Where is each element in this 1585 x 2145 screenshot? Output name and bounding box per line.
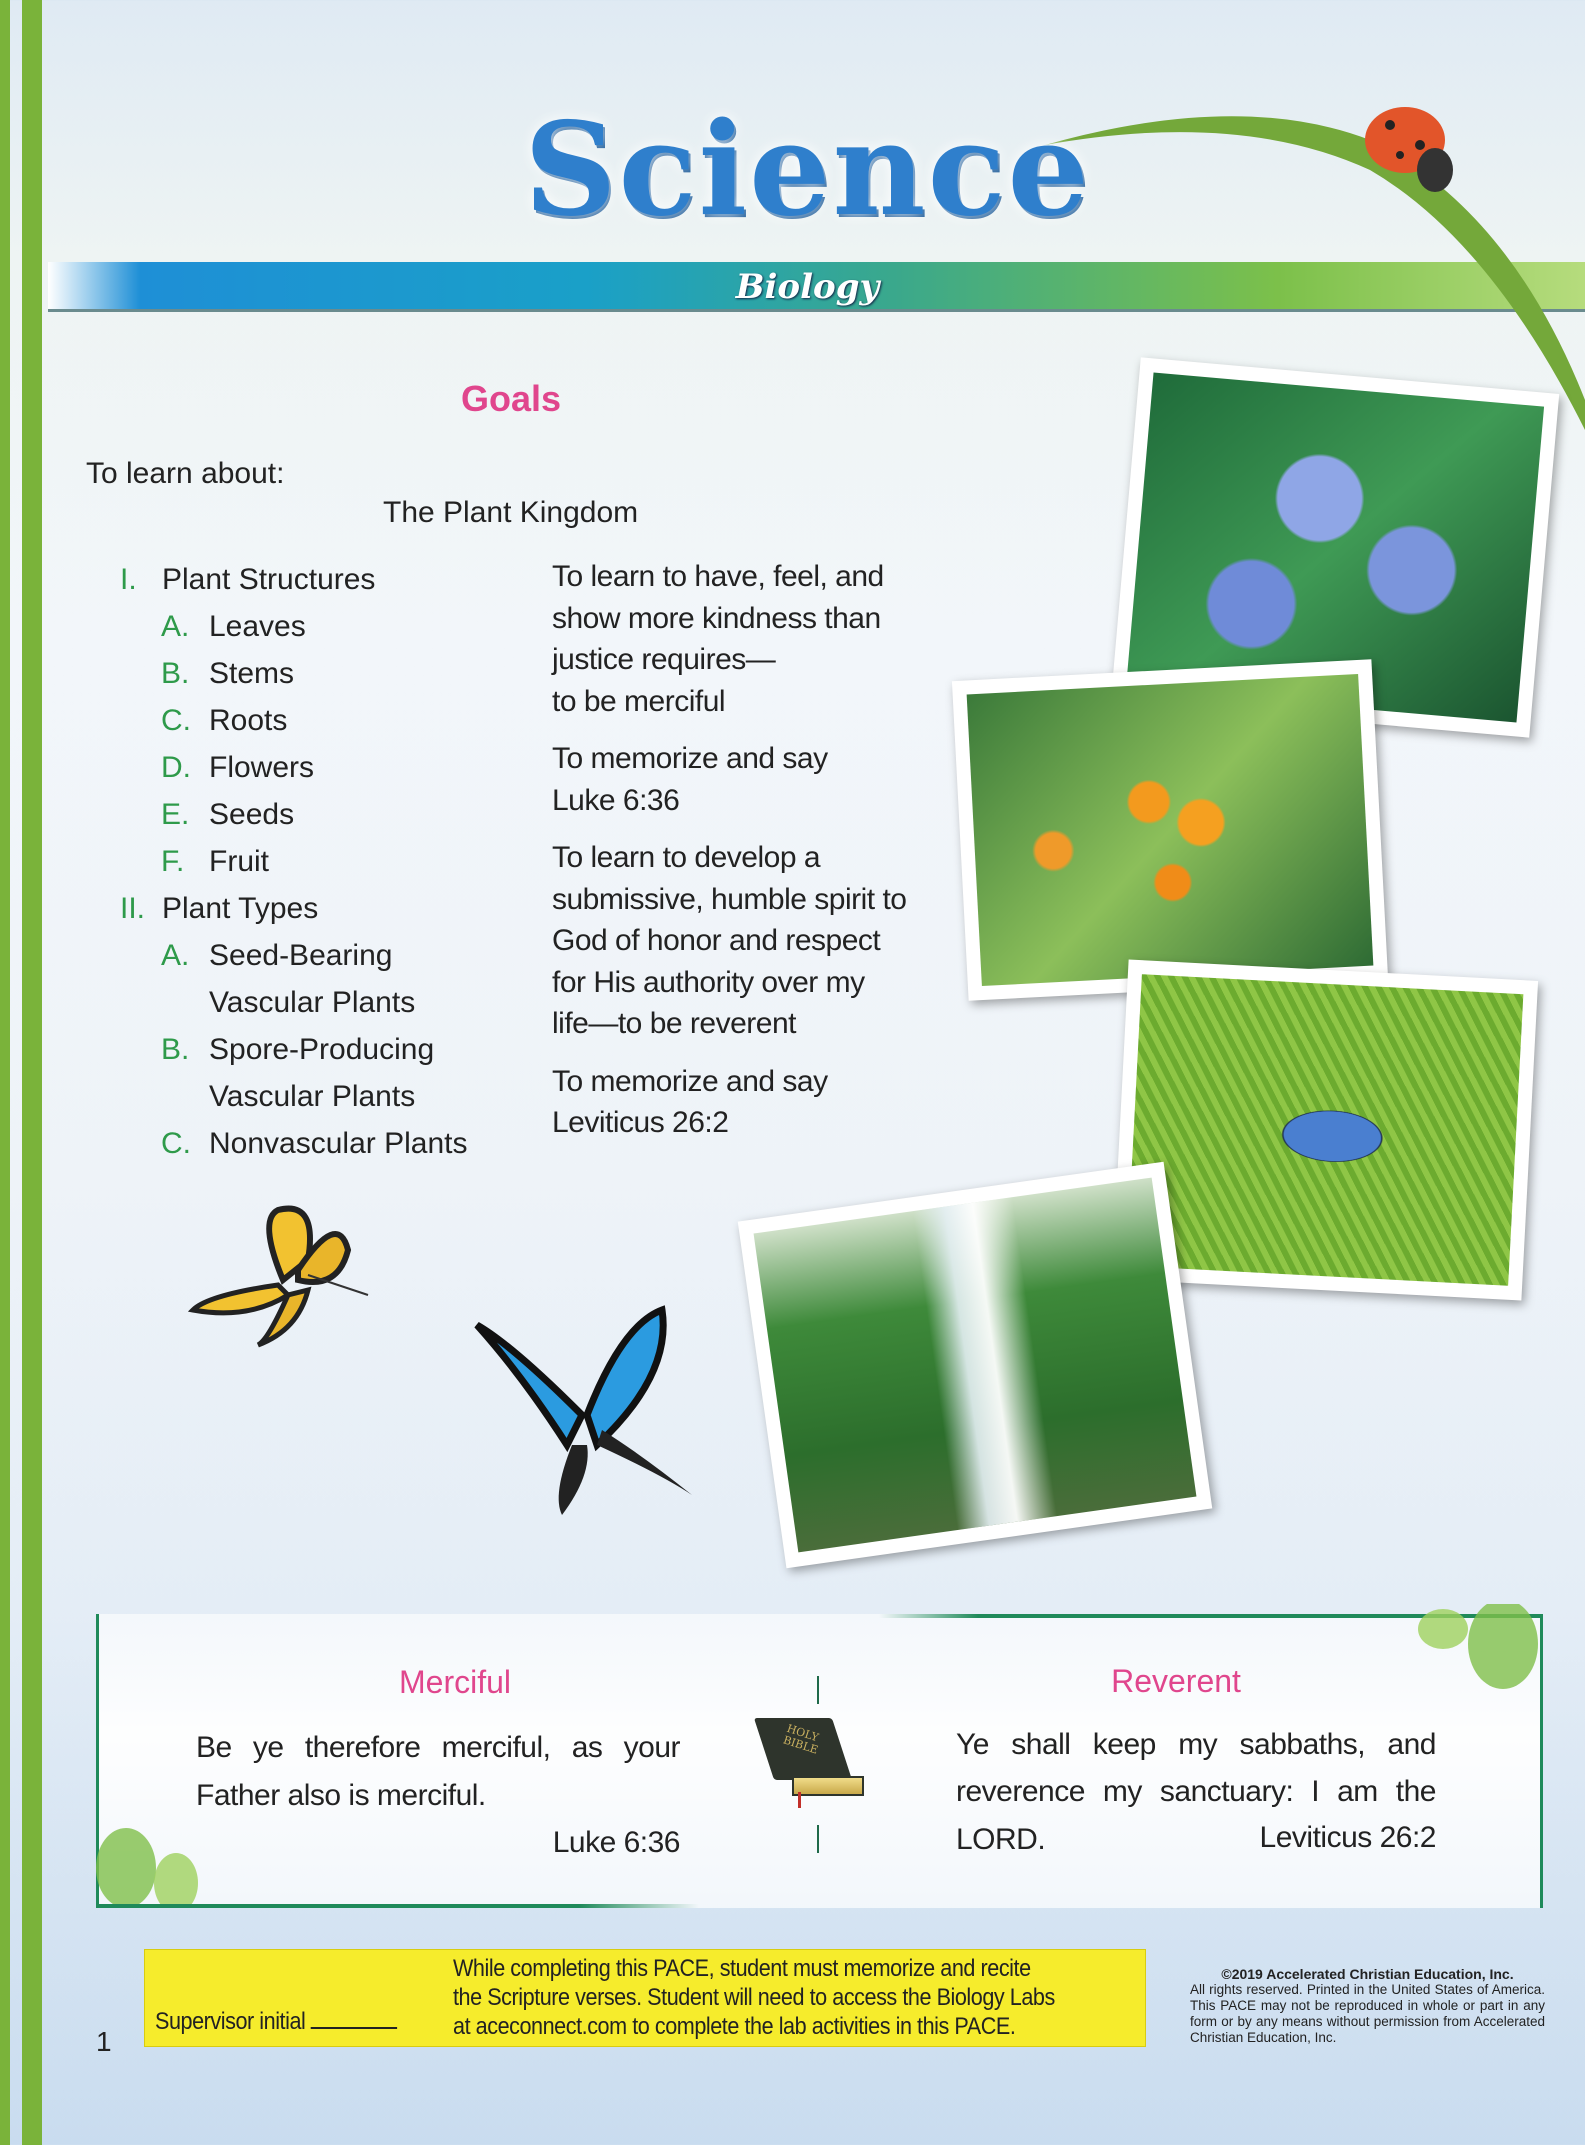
luke-reference: Luke 6:36 [552, 1826, 680, 1859]
copyright-notice: ©2019 Accelerated Christian Education, Inc. All rights reserved. Printed in the United States of America. This PACE may not be reproduced in whole or part in any form or by any means without permission from Accelerated Christian Education, Inc. [1190, 1966, 1545, 2045]
leviticus-reference: Leviticus 26:2 [1259, 1821, 1436, 1854]
divider [817, 1825, 819, 1853]
divider [817, 1676, 819, 1704]
goals-topic: The Plant Kingdom [383, 496, 639, 529]
goals-heading: Goals [460, 378, 562, 419]
page-title: Science [524, 95, 1091, 245]
bible-icon: HOLY BIBLE [770, 1718, 870, 1806]
supervisor-initial-label: Supervisor initial [155, 2008, 397, 2036]
outline-subitem: Leaves [209, 610, 306, 643]
merciful-heading: Merciful [398, 1664, 511, 1700]
leviticus-verse-line: LORD. [956, 1823, 1046, 1856]
page-subtitle: Biology [735, 267, 880, 307]
reverent-heading: Reverent [1111, 1663, 1241, 1699]
leaves-decoration [96, 1808, 236, 1908]
character-goal: To learn to develop a submissive, humble spirit to God of honor and respect for His authority over my life—to be reverent [552, 841, 907, 1040]
leaves-decoration [1393, 1604, 1543, 1714]
outline-letter: A. [161, 939, 190, 972]
yellow-butterfly-illustration [188, 1200, 373, 1350]
leviticus-verse-line: reverence my sanctuary: I am the [956, 1775, 1436, 1808]
character-goal: To memorize and say Leviticus 26:2 [552, 1064, 828, 1139]
outline-item: Plant Types [162, 892, 319, 925]
luke-verse-line: Be ye therefore merciful, as your [196, 1731, 680, 1764]
memorization-notice [144, 1949, 1146, 2047]
outline-letter: F. [161, 845, 185, 878]
blue-butterfly-illustration [472, 1305, 697, 1520]
supervisor-initial-field[interactable] [311, 2027, 397, 2029]
outline-subitem: Fruit [209, 845, 269, 878]
outline-subitem-cont: Vascular Plants [209, 1080, 416, 1113]
outline-subitem: Spore-Producing [209, 1033, 435, 1066]
outline-letter: C. [161, 704, 191, 737]
outline-item: Plant Structures [162, 563, 376, 596]
luke-verse-line: Father also is merciful. [196, 1779, 486, 1812]
outline-numeral: II. [120, 892, 146, 925]
outline-letter: B. [161, 1033, 190, 1066]
outline-subitem: Flowers [209, 751, 315, 784]
outline-subitem-cont: Vascular Plants [209, 986, 416, 1019]
outline-subitem: Roots [209, 704, 288, 737]
character-goals [552, 556, 906, 1144]
leviticus-verse-line: Ye shall keep my sabbaths, and [956, 1728, 1436, 1761]
outline-subitem: Seed-Bearing [209, 939, 393, 972]
page-number: 1 [96, 2026, 112, 2057]
outline-letter: B. [161, 657, 190, 690]
outline-subitem: Stems [209, 657, 295, 690]
left-border-stripe [22, 0, 42, 2145]
waterfall-photo [738, 1162, 1213, 1568]
goals-outline [120, 556, 467, 1167]
outline-letter: C. [161, 1127, 191, 1160]
outline-letter: A. [161, 610, 190, 643]
character-goal: To learn to have, feel, and show more kindness than justice requires— to be merciful [552, 560, 884, 718]
character-goal: To memorize and say Luke 6:36 [552, 742, 828, 817]
orange-tree-photo [952, 659, 1388, 1001]
goals-intro: To learn about: [86, 457, 285, 490]
outline-letter: D. [161, 751, 191, 784]
left-border-stripe [0, 0, 10, 2145]
notice-text: While completing this PACE, student must memorize and recite the Scripture verses. Student will need to access the Biology Labs at aceconnect.com to complete the lab activities in this PACE. [453, 1955, 1055, 2040]
outline-subitem: Seeds [209, 798, 295, 831]
outline-letter: E. [161, 798, 190, 831]
outline-subitem: Nonvascular Plants [209, 1127, 468, 1160]
outline-numeral: I. [120, 563, 137, 596]
